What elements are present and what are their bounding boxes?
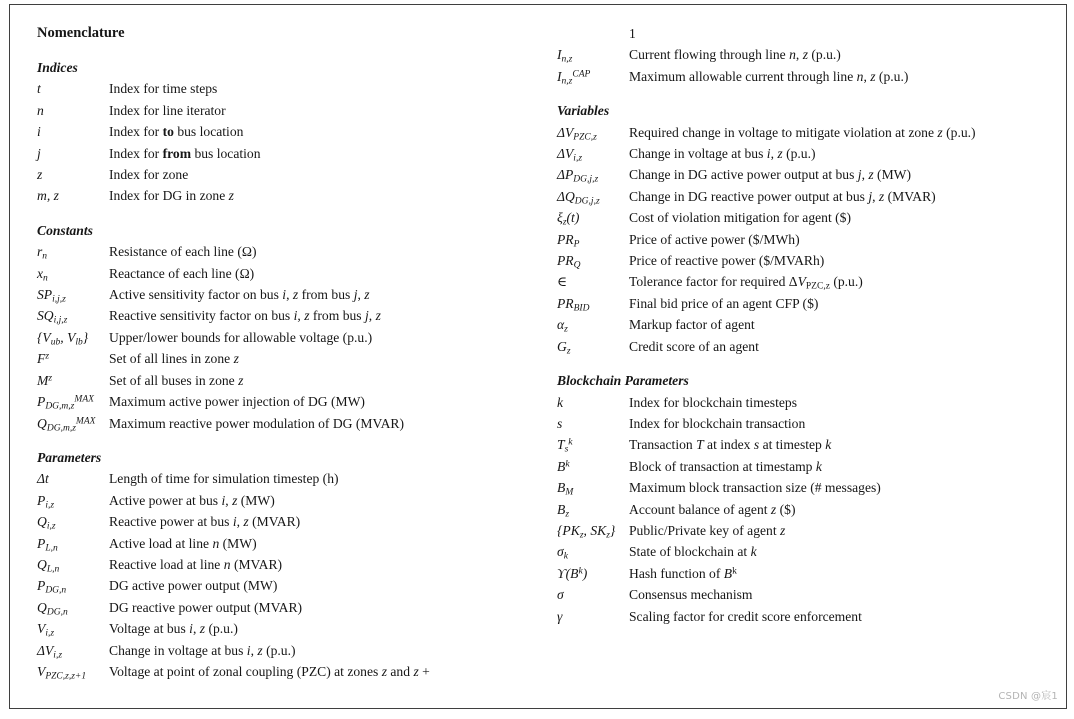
entry-symbol: $V_{PZC,z,z+1}$ (37, 663, 87, 682)
nomenclature-entry (37, 533, 553, 554)
nomenclature-entry (557, 186, 1059, 207)
entry-description: Length of time for simulation timestep (h) (109, 471, 339, 487)
nomenclature-entry (37, 305, 553, 326)
nomenclature-entry (557, 293, 1059, 314)
entry-description: Reactive sensitivity factor on bus i, z from bus j, z (109, 308, 381, 324)
entry-description: Index for DG in zone z (109, 188, 234, 204)
entry-description: 1 (629, 26, 636, 41)
entry-description: DG reactive power output (MVAR) (109, 599, 303, 615)
left-sections (37, 57, 553, 682)
entry-description: Price of reactive power ($/MVARh) (629, 253, 825, 269)
entry-description: Consensus mechanism (629, 587, 753, 603)
entry-symbol: $x_n$ (37, 265, 48, 284)
nomenclature-entry (37, 78, 553, 99)
nomenclature-entry (37, 554, 553, 575)
entry-description: Reactive power at bus i, z (MVAR) (109, 514, 301, 530)
entry-symbol: $B_M$ (557, 480, 574, 498)
section-heading: Variables (557, 103, 610, 119)
entry-symbol: $\Delta V_{PZC,z}$ (557, 124, 597, 143)
entry-description: Active load at line n (MW) (109, 535, 257, 551)
nomenclature-entry (37, 121, 553, 142)
entry-symbol: $B^k$ (557, 458, 570, 474)
nomenclature-entry (37, 618, 553, 639)
nomenclature-entry (37, 490, 553, 511)
entry-description: Current flowing through line n, z (p.u.) (629, 47, 841, 63)
entry-description: Hash function of $B^k$ (629, 565, 737, 581)
nomenclature-entry (557, 122, 1059, 143)
entry-symbol: t (37, 81, 41, 97)
section-blockchain-parameters (557, 370, 1059, 627)
nomenclature-entry (557, 499, 1059, 520)
entry-description: Voltage at point of zonal coupling (PZC) at zones z and z + (109, 663, 430, 679)
section-constants (37, 220, 553, 434)
section-heading: Constants (37, 222, 93, 238)
nomenclature-entry (557, 541, 1059, 562)
entry-symbol: {$V_{ub}$, $V_{lb}$} (37, 329, 89, 348)
entry-symbol: $I_{n,z}^{CAP}$ (557, 68, 591, 87)
entry-description: State of blockchain at k (629, 544, 757, 560)
entry-description: Upper/lower bounds for allowable voltage (p.u.) (109, 329, 373, 345)
nomenclature-entry (557, 413, 1059, 434)
section-variables (557, 100, 1059, 357)
entry-description: DG active power output (MW) (109, 578, 278, 594)
entry-description: Scaling factor for credit score enforcement (629, 608, 862, 624)
entry-description: Reactive load at line n (MVAR) (109, 556, 283, 572)
section-heading: Indices (37, 60, 78, 75)
nomenclature-entry (557, 563, 1059, 584)
entry-description: Maximum allowable current through line n, z (p.u.) (629, 68, 909, 84)
entry-description: Required change in voltage to mitigate violation at zone z (p.u.) (629, 124, 976, 140)
entry-description: Credit score of an agent (629, 338, 759, 354)
entry-symbol: $r_n$ (37, 244, 48, 262)
entry-description: Set of all lines in zone z (109, 351, 239, 367)
nomenclature-entry (37, 640, 553, 661)
entry-description: Index for from bus location (109, 145, 261, 161)
nomenclature-entry (557, 456, 1059, 477)
nomenclature-entry (37, 391, 553, 412)
entry-symbol: $PR_{BID}$ (557, 295, 590, 314)
entry-symbol: n (37, 102, 44, 118)
column-left (37, 23, 553, 682)
nomenclature-entry (37, 100, 553, 121)
nomenclature-entry (557, 143, 1059, 164)
entry-symbol: $I_{n,z}$ (557, 47, 573, 66)
entry-symbol: $V_{i,z}$ (37, 621, 55, 639)
entry-symbol: $P_{i,z}$ (37, 492, 55, 511)
entry-description: Active sensitivity factor on bus i, z from bus j, z (109, 287, 370, 303)
entry-symbol: $PR_P$ (557, 231, 580, 250)
section-heading: Parameters (37, 449, 102, 465)
right-sections (557, 100, 1059, 627)
nomenclature-entry (557, 250, 1059, 271)
page-title: Nomenclature (37, 25, 125, 41)
entry-description: Price of active power ($/MWh) (629, 231, 800, 247)
nomenclature-entry (37, 661, 553, 682)
entry-symbol: $SQ_{i,j,z}$ (37, 308, 68, 327)
entry-symbol: $\xi_z(t)$ (557, 210, 580, 228)
entry-symbol: $P_{DG,n}$ (37, 578, 67, 596)
entry-description: Set of all buses in zone z (109, 372, 244, 388)
entry-description: Voltage at bus i, z (p.u.) (109, 621, 238, 637)
entry-description: Resistance of each line (Ω) (109, 244, 257, 260)
entry-symbol: k (557, 394, 564, 410)
nomenclature-entry (37, 468, 553, 489)
entry-description: Public/Private key of agent z (629, 522, 786, 538)
entry-description: Maximum reactive power modulation of DG (MVAR) (109, 415, 404, 431)
entry-symbol: z (37, 167, 43, 183)
entry-symbol: $Q_{DG,n}$ (37, 599, 68, 618)
nomenclature-entry (557, 606, 1059, 627)
entry-description: Change in voltage at bus i, z (p.u.) (629, 146, 816, 162)
section-indices (37, 57, 553, 207)
entry-symbol: $\sigma_k$ (557, 544, 568, 562)
nomenclature-entry (37, 575, 553, 596)
entry-description: Index for time steps (109, 81, 218, 97)
entry-description: Maximum active power injection of DG (MW) (109, 394, 365, 410)
entry-symbol: ∈ (557, 274, 568, 290)
watermark: CSDN @宸1 (998, 691, 1058, 702)
nomenclature-entry (557, 207, 1059, 228)
entry-symbol: $ϒ(B^k)$ (557, 565, 588, 581)
entry-symbol: $\alpha_z$ (557, 317, 568, 335)
entry-description: Change in voltage at bus i, z (p.u.) (109, 642, 296, 658)
entry-symbol: $F^z$ (37, 351, 50, 367)
section-heading: Blockchain Parameters (557, 373, 689, 389)
nomenclature-entry (557, 477, 1059, 498)
entry-symbol: $\Delta V_{i,z}$ (557, 146, 583, 164)
entry-description: Index for blockchain transaction (629, 415, 806, 431)
nomenclature-entry (557, 44, 1059, 65)
entry-description: Index for blockchain timesteps (629, 394, 797, 410)
section-parameters (37, 447, 553, 682)
entry-symbol: $P_{L,n}$ (37, 535, 58, 554)
nomenclature-entry (557, 336, 1059, 357)
entry-symbol: $SP_{i,j,z}$ (37, 287, 66, 305)
nomenclature-entry (37, 511, 553, 532)
entry-description: Index for line iterator (109, 102, 226, 118)
nomenclature-entry (37, 164, 553, 185)
nomenclature-entry (37, 597, 553, 618)
entry-description: Markup factor of agent (629, 317, 755, 333)
nomenclature-entry (37, 327, 553, 348)
entry-symbol: $Q_{DG,m,z}^{MAX}$ (37, 415, 96, 434)
entry-symbol: σ (557, 587, 564, 603)
page-frame (9, 4, 1067, 709)
entry-symbol: $T_s^k$ (557, 437, 573, 455)
nomenclature-entry (557, 520, 1059, 541)
nomenclature-entry (37, 263, 553, 284)
entry-symbol: $G_z$ (557, 338, 571, 357)
entry-description: Reactance of each line (Ω) (109, 265, 255, 281)
nomenclature-entry (557, 66, 1059, 87)
nomenclature-entry (37, 413, 553, 434)
entry-description: Maximum block transaction size (# messages) (629, 480, 881, 496)
entry-description: Change in DG reactive power output at bus j, z (MVAR) (629, 188, 936, 204)
nomenclature-entry (37, 143, 553, 164)
entry-symbol: $\Delta Q_{DG,j,z}$ (557, 188, 600, 207)
entry-symbol: $P_{DG,m,z}^{MAX}$ (37, 394, 94, 412)
entry-description: Cost of violation mitigation for agent ($) (629, 210, 851, 226)
nomenclature-entry (557, 229, 1059, 250)
entry-symbol: i (37, 124, 41, 140)
entry-description: Tolerance factor for required $\Delta V_{PZC,z}$ (p.u.) (629, 274, 863, 293)
entry-description: Final bid price of an agent CFP ($) (629, 295, 819, 311)
nomenclature-entry (37, 241, 553, 262)
entry-description: Active power at bus i, z (MW) (109, 492, 275, 508)
entry-symbol: $PR_Q$ (557, 253, 581, 271)
entry-symbol: $Q_{i,z}$ (37, 514, 56, 532)
nomenclature-entry (37, 284, 553, 305)
entry-symbol: γ (557, 608, 563, 624)
nomenclature-entry (557, 584, 1059, 605)
entry-description: Index for zone (109, 167, 189, 183)
nomenclature-entry (557, 314, 1059, 335)
entry-symbol: $\Delta V_{i,z}$ (37, 642, 63, 661)
nomenclature-entry (37, 185, 553, 206)
entry-symbol: $\Delta P_{DG,j,z}$ (557, 167, 599, 186)
entry-symbol: $Q_{L,n}$ (37, 556, 60, 575)
entry-description: Block of transaction at timestamp k (629, 458, 822, 474)
nomenclature-entry (37, 370, 553, 391)
entry-description: Change in DG active power output at bus j, z (MW) (629, 167, 912, 183)
entry-symbol: m, z (37, 188, 59, 204)
nomenclature-entry (557, 271, 1059, 292)
entry-symbol: {$PK_z$, $SK_z$} (557, 522, 616, 541)
nomenclature-entry (557, 23, 1059, 44)
entry-symbol: $M^z$ (37, 372, 53, 388)
entry-symbol: Δt (37, 471, 49, 487)
entry-symbol: j (37, 145, 41, 161)
entry-description: Transaction T at index s at timestep k (629, 437, 832, 453)
nomenclature-entry (557, 164, 1059, 185)
nomenclature-entry (557, 434, 1059, 455)
nomenclature-entry (557, 392, 1059, 413)
entry-description: Account balance of agent z ($) (629, 501, 796, 517)
entry-symbol: s (557, 415, 563, 431)
entry-description: Index for to bus location (109, 124, 244, 140)
continuation-entries (557, 23, 1059, 87)
column-right (557, 23, 1059, 627)
nomenclature-entry (37, 348, 553, 369)
entry-symbol: $B_z$ (557, 501, 570, 520)
